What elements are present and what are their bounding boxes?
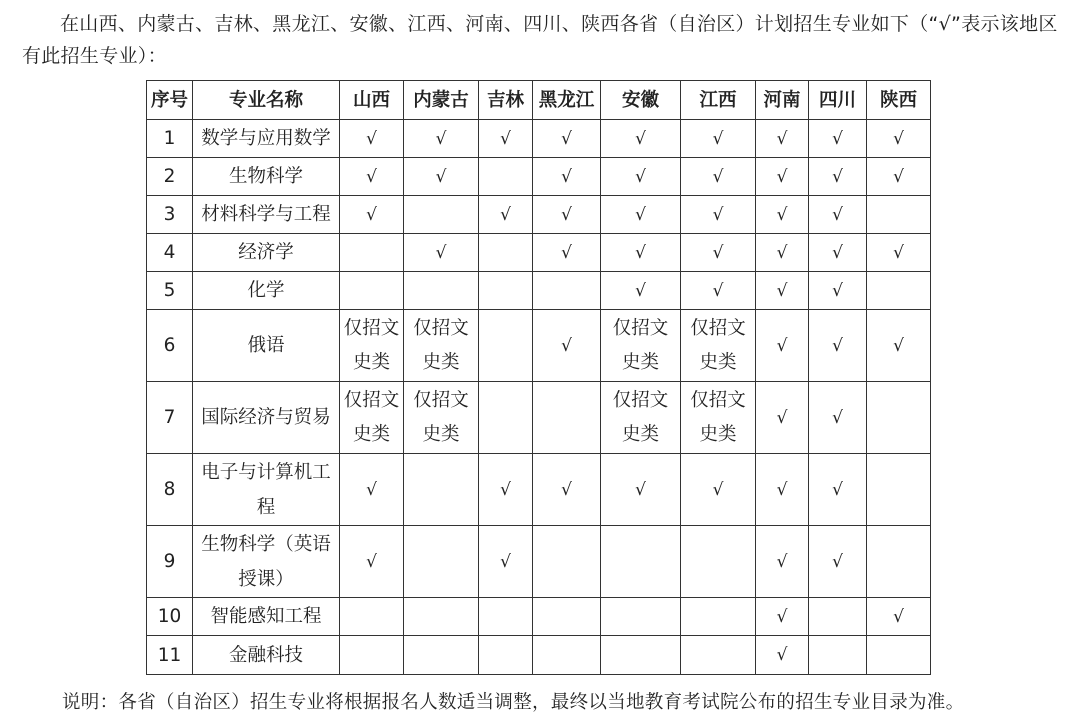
restriction-note: 仅招文史类	[690, 389, 746, 445]
row-number: 6	[147, 310, 193, 382]
header-neimenggu: 内蒙古	[404, 81, 479, 120]
check-mark: √	[832, 479, 843, 500]
check-mark: √	[366, 128, 377, 149]
province-cell	[867, 382, 931, 454]
major-name-cell	[193, 272, 340, 310]
province-cell	[681, 196, 756, 234]
header-jiangxi: 江西	[681, 81, 756, 120]
major-name: 俄语	[247, 335, 285, 356]
major-name-cell	[193, 120, 340, 158]
check-mark: √	[776, 606, 788, 627]
table-row	[147, 196, 931, 234]
check-mark: √	[635, 479, 646, 500]
province-cell	[867, 526, 931, 598]
province-cell	[601, 120, 681, 158]
province-cell	[681, 636, 756, 675]
major-name: 生物科学（英语授课）	[201, 533, 331, 590]
check-mark: √	[435, 128, 447, 149]
check-mark: √	[366, 204, 377, 225]
check-mark: √	[561, 128, 572, 149]
province-cell	[479, 454, 533, 526]
header-no: 序号	[147, 81, 193, 120]
major-name-cell	[193, 526, 340, 598]
province-cell	[601, 234, 681, 272]
check-mark: √	[776, 645, 788, 665]
province-cell	[681, 382, 756, 454]
province-cell	[867, 598, 931, 636]
table-row	[147, 234, 931, 272]
check-mark: √	[561, 204, 572, 225]
province-cell	[809, 310, 867, 382]
province-cell	[533, 158, 601, 196]
check-mark: √	[832, 551, 843, 572]
province-cell	[404, 310, 479, 382]
major-name-cell	[193, 454, 340, 526]
province-cell	[756, 454, 809, 526]
province-cell	[681, 158, 756, 196]
restriction-note: 仅招文史类	[413, 317, 469, 373]
major-name-cell	[193, 636, 340, 675]
check-mark: √	[893, 242, 904, 263]
province-cell	[756, 382, 809, 454]
check-mark: √	[712, 128, 724, 149]
province-cell	[756, 598, 809, 636]
check-mark: √	[832, 242, 843, 263]
major-name: 国际经济与贸易	[201, 407, 331, 428]
row-number: 11	[147, 636, 193, 675]
row-number: 8	[147, 454, 193, 526]
restriction-note: 仅招文史类	[690, 317, 746, 373]
check-mark: √	[500, 551, 511, 572]
restriction-note: 仅招文史类	[413, 389, 469, 445]
province-cell	[404, 196, 479, 234]
province-cell	[533, 454, 601, 526]
row-number: 7	[147, 382, 193, 454]
major-name: 金融科技	[228, 644, 303, 666]
table-row	[147, 272, 931, 310]
check-mark: √	[635, 204, 646, 225]
check-mark: √	[561, 166, 572, 187]
check-mark: √	[893, 128, 904, 149]
row-number: 3	[147, 196, 193, 234]
province-cell	[756, 234, 809, 272]
major-name-cell	[193, 310, 340, 382]
province-cell	[809, 526, 867, 598]
header-major: 专业名称	[193, 81, 340, 120]
header-heilongjiang: 黑龙江	[533, 81, 601, 120]
check-mark: √	[561, 479, 572, 500]
province-cell	[533, 636, 601, 675]
province-cell	[867, 234, 931, 272]
province-cell	[867, 454, 931, 526]
major-name-cell	[193, 234, 340, 272]
restriction-note: 仅招文史类	[343, 317, 400, 373]
province-cell	[479, 598, 533, 636]
province-cell	[809, 598, 867, 636]
province-cell	[601, 310, 681, 382]
check-mark: √	[776, 166, 788, 187]
header-shaanxi: 陕西	[867, 81, 931, 120]
province-cell	[867, 636, 931, 675]
province-cell	[809, 272, 867, 310]
major-name: 数学与应用数学	[201, 128, 331, 149]
major-name-cell	[193, 382, 340, 454]
check-mark: √	[500, 479, 511, 500]
province-cell	[756, 636, 809, 675]
province-cell	[601, 158, 681, 196]
province-cell	[404, 158, 479, 196]
enrollment-plan-table	[146, 80, 931, 675]
province-cell	[809, 454, 867, 526]
check-mark: √	[635, 280, 646, 301]
province-cell	[340, 636, 404, 675]
province-cell	[809, 234, 867, 272]
check-mark: √	[776, 204, 788, 225]
check-mark: √	[832, 166, 843, 187]
table-row	[147, 636, 931, 675]
table-header-row	[147, 81, 931, 120]
province-cell	[681, 234, 756, 272]
province-cell	[809, 636, 867, 675]
province-cell	[404, 234, 479, 272]
province-cell	[867, 310, 931, 382]
province-cell	[681, 526, 756, 598]
check-mark: √	[561, 335, 572, 356]
province-cell	[867, 158, 931, 196]
province-cell	[404, 454, 479, 526]
province-cell	[340, 382, 404, 454]
province-cell	[601, 272, 681, 310]
province-cell	[809, 382, 867, 454]
province-cell	[404, 120, 479, 158]
province-cell	[340, 120, 404, 158]
check-mark: √	[893, 166, 904, 187]
province-cell	[601, 526, 681, 598]
province-cell	[404, 526, 479, 598]
major-name: 材料科学与工程	[201, 204, 331, 225]
check-mark: √	[832, 204, 843, 225]
province-cell	[340, 158, 404, 196]
row-number: 1	[147, 120, 193, 158]
restriction-note: 仅招文史类	[343, 389, 400, 445]
header-shanxi: 山西	[340, 81, 404, 120]
province-cell	[601, 636, 681, 675]
check-mark: √	[712, 242, 724, 263]
footnote: 说明：各省（自治区）招生专业将根据报名人数适当调整，最终以当地教育考试院公布的招生专业目录为准。	[62, 692, 965, 713]
province-cell	[404, 272, 479, 310]
check-mark: √	[712, 280, 724, 301]
row-number: 10	[147, 598, 193, 636]
province-cell	[340, 310, 404, 382]
province-cell	[681, 272, 756, 310]
province-cell	[340, 272, 404, 310]
check-mark: √	[712, 479, 724, 500]
province-cell	[479, 310, 533, 382]
province-cell	[340, 454, 404, 526]
province-cell	[681, 598, 756, 636]
province-cell	[340, 196, 404, 234]
row-number: 5	[147, 272, 193, 310]
province-cell	[756, 158, 809, 196]
header-sichuan: 四川	[809, 81, 867, 120]
province-cell	[601, 196, 681, 234]
check-mark: √	[776, 280, 788, 301]
check-mark: √	[435, 242, 447, 263]
major-name: 生物科学	[228, 166, 303, 187]
province-cell	[867, 196, 931, 234]
check-mark: √	[776, 407, 788, 428]
province-cell	[479, 382, 533, 454]
check-mark: √	[712, 166, 724, 187]
province-cell	[404, 382, 479, 454]
check-mark: √	[832, 335, 843, 356]
check-mark: √	[366, 166, 377, 187]
major-name: 经济学	[238, 242, 294, 263]
check-mark: √	[776, 128, 788, 149]
province-cell	[533, 234, 601, 272]
row-number: 4	[147, 234, 193, 272]
province-cell	[340, 598, 404, 636]
province-cell	[479, 234, 533, 272]
major-name: 化学	[247, 280, 285, 301]
check-mark: √	[712, 204, 724, 225]
province-cell	[756, 272, 809, 310]
check-mark: √	[832, 280, 843, 301]
table-row	[147, 454, 931, 526]
table-row	[147, 120, 931, 158]
province-cell	[756, 120, 809, 158]
check-mark: √	[366, 551, 377, 572]
province-cell	[479, 526, 533, 598]
header-jilin: 吉林	[479, 81, 533, 120]
major-name: 电子与计算机工程	[201, 461, 331, 518]
check-mark: √	[561, 242, 572, 263]
table-row	[147, 158, 931, 196]
check-mark: √	[893, 335, 904, 356]
province-cell	[340, 234, 404, 272]
province-cell	[809, 158, 867, 196]
check-mark: √	[366, 479, 377, 500]
province-cell	[681, 310, 756, 382]
province-cell	[533, 526, 601, 598]
province-cell	[867, 120, 931, 158]
check-mark: √	[635, 128, 646, 149]
province-cell	[533, 310, 601, 382]
major-name-cell	[193, 158, 340, 196]
check-mark: √	[635, 166, 646, 187]
province-cell	[479, 158, 533, 196]
province-cell	[681, 120, 756, 158]
province-cell	[479, 120, 533, 158]
check-mark: √	[435, 166, 447, 187]
table-row	[147, 598, 931, 636]
check-mark: √	[893, 606, 904, 627]
province-cell	[533, 382, 601, 454]
province-cell	[404, 598, 479, 636]
header-henan: 河南	[756, 81, 809, 120]
restriction-note: 仅招文史类	[612, 389, 669, 445]
check-mark: √	[776, 242, 788, 263]
row-number: 2	[147, 158, 193, 196]
province-cell	[479, 636, 533, 675]
row-number: 9	[147, 526, 193, 598]
province-cell	[756, 310, 809, 382]
intro-paragraph: 在山西、内蒙古、吉林、黑龙江、安徽、江西、河南、四川、陕西各省（自治区）计划招生专业如下（“√”表示该地区有此招生专业）：	[22, 13, 1058, 67]
major-name-cell	[193, 598, 340, 636]
province-cell	[867, 272, 931, 310]
province-cell	[756, 196, 809, 234]
province-cell	[601, 598, 681, 636]
table-row	[147, 382, 931, 454]
province-cell	[601, 382, 681, 454]
check-mark: √	[776, 551, 788, 572]
province-cell	[681, 454, 756, 526]
check-mark: √	[635, 242, 646, 263]
restriction-note: 仅招文史类	[612, 317, 669, 373]
province-cell	[340, 526, 404, 598]
province-cell	[809, 120, 867, 158]
major-name-cell	[193, 196, 340, 234]
province-cell	[479, 196, 533, 234]
province-cell	[533, 196, 601, 234]
check-mark: √	[776, 479, 788, 500]
check-mark: √	[776, 335, 788, 356]
table-row	[147, 526, 931, 598]
province-cell	[533, 598, 601, 636]
province-cell	[404, 636, 479, 675]
check-mark: √	[500, 204, 511, 225]
check-mark: √	[832, 407, 843, 428]
province-cell	[601, 454, 681, 526]
province-cell	[809, 196, 867, 234]
province-cell	[533, 272, 601, 310]
province-cell	[533, 120, 601, 158]
province-cell	[479, 272, 533, 310]
table-body	[147, 120, 931, 675]
header-anhui: 安徽	[601, 81, 681, 120]
check-mark: √	[832, 128, 843, 149]
check-mark: √	[500, 128, 511, 149]
province-cell	[756, 526, 809, 598]
major-name: 智能感知工程	[210, 606, 322, 627]
table-row	[147, 310, 931, 382]
